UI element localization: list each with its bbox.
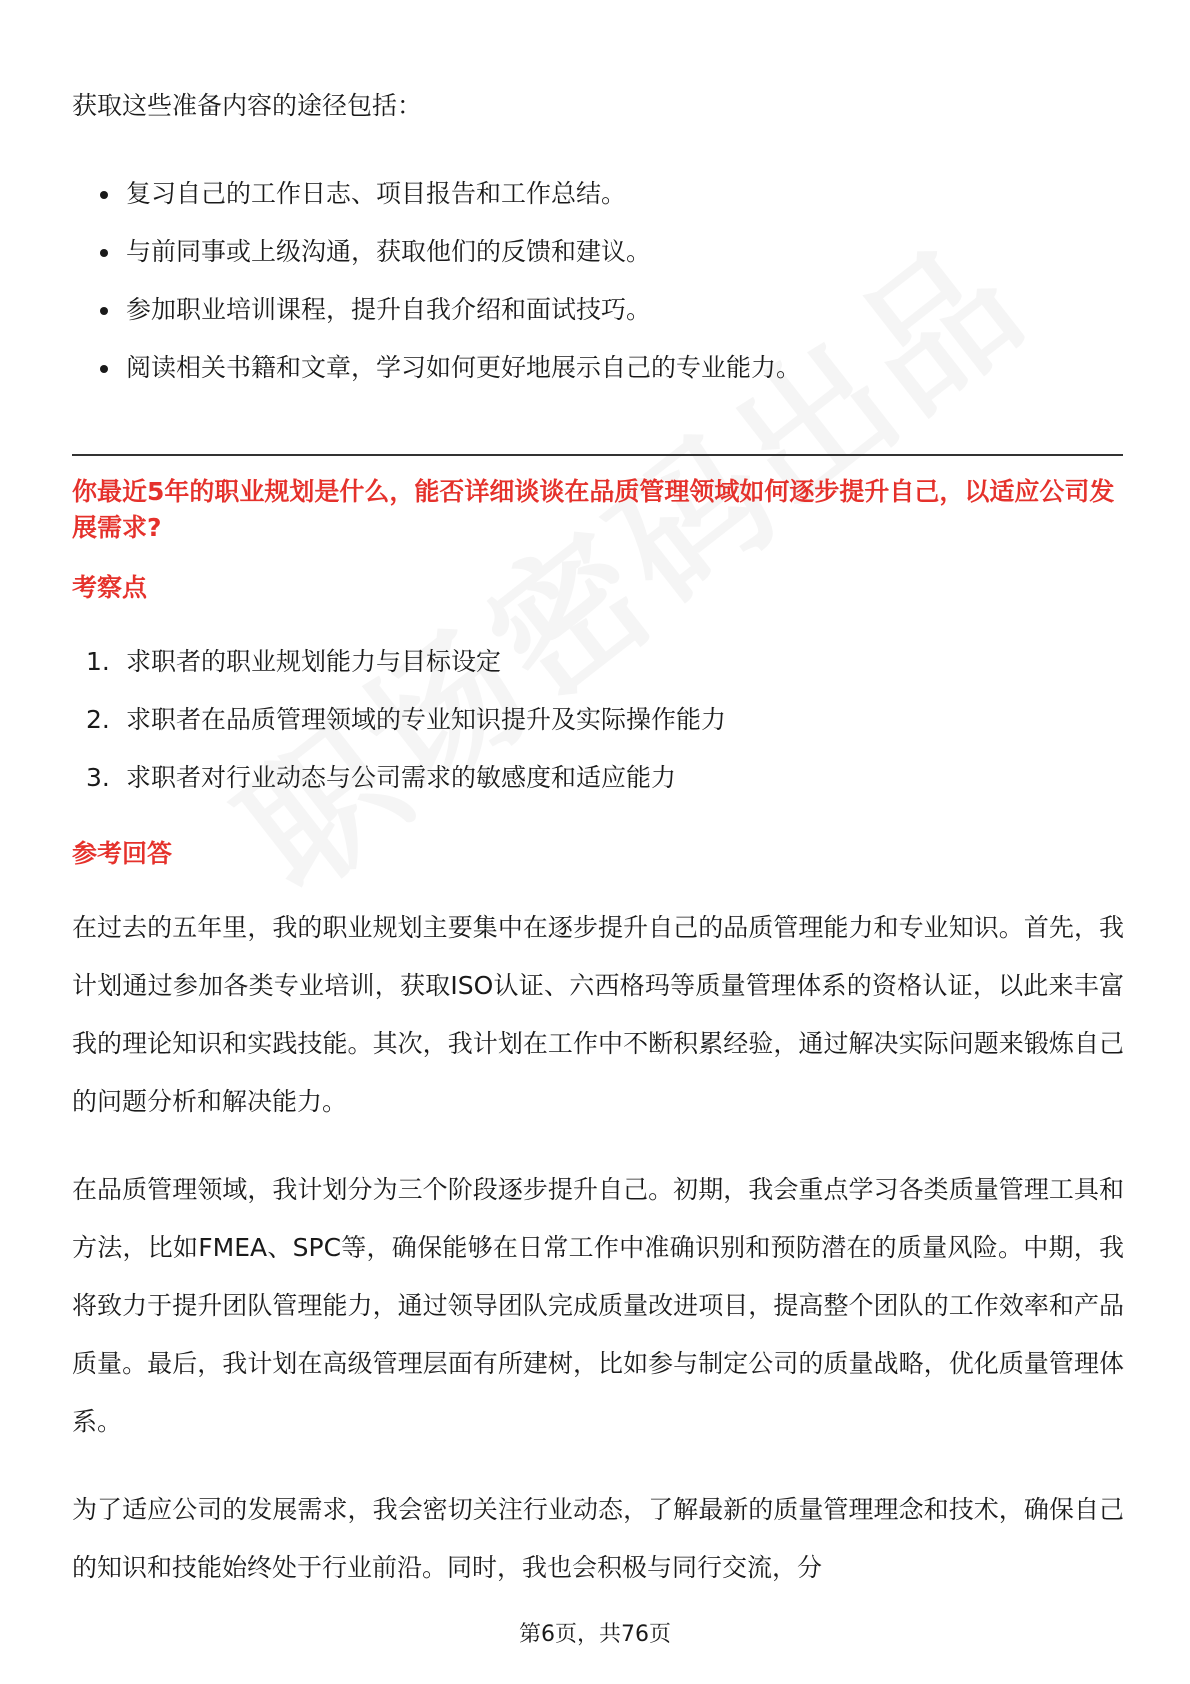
- answer-paragraph: 在过去的五年里，我的职业规划主要集中在逐步提升自己的品质管理能力和专业知识。首先，我计划通过参加各类专业培训，获取ISO认证、六西格玛等质量管理体系的资格认证，以此来丰富我的理论知识和实践技能。其次，我计划在工作中不断积累经验，通过解决实际问题来锻炼自己的问题分析和解决能力。: [72, 913, 1124, 1116]
- answer-heading: 参考回答: [72, 839, 173, 868]
- list-item-text: 求职者在品质管理领域的专业知识提升及实际操作能力: [126, 705, 727, 734]
- list-item: [72, 633, 1122, 691]
- assessment-heading: 考察点: [72, 573, 148, 602]
- list-item: 参加职业培训课程，提升自我介绍和面试技巧。: [72, 281, 1122, 339]
- question-title: 你最近5年的职业规划是什么，能否详细谈谈在品质管理领域如何逐步提升自己，以适应公司发展需求?: [72, 477, 1115, 542]
- list-item: 复习自己的工作日志、项目报告和工作总结。: [72, 165, 1122, 223]
- list-item: [72, 691, 1122, 749]
- intro-text: 获取这些准备内容的途径包括：: [72, 91, 423, 120]
- divider: [72, 454, 1123, 456]
- list-item: 与前同事或上级沟通，获取他们的反馈和建议。: [72, 223, 1122, 281]
- page-footer: 第6页，共76页: [519, 1622, 671, 1647]
- list-item: [72, 749, 1122, 807]
- answer-paragraph: 为了适应公司的发展需求，我会密切关注行业动态，了解最新的质量管理理念和技术，确保自己的知识和技能始终处于行业前沿。同时，我也会积极与同行交流，分: [72, 1495, 1124, 1582]
- assessment-list: [72, 633, 1122, 807]
- list-number: 3.: [86, 763, 110, 792]
- list-number: 1.: [86, 647, 110, 676]
- list-number: 2.: [86, 705, 110, 734]
- list-item-text: 求职者对行业动态与公司需求的敏感度和适应能力: [126, 763, 677, 792]
- answer-paragraph: 在品质管理领域，我计划分为三个阶段逐步提升自己。初期，我会重点学习各类质量管理工具和方法，比如FMEA、SPC等，确保能够在日常工作中准确识别和预防潜在的质量风险。中期，我将致力于提升团队管理能力，通过领导团队完成质量改进项目，提高整个团队的工作效率和产品质量。最后，我计划在高级管理层面有所建树，比如参与制定公司的质量战略，优化质量管理体系。: [72, 1175, 1124, 1436]
- list-item: 阅读相关书籍和文章，学习如何更好地展示自己的专业能力。: [72, 339, 1122, 397]
- list-item-text: 求职者的职业规划能力与目标设定: [126, 647, 502, 676]
- bullet-list: [72, 165, 1122, 397]
